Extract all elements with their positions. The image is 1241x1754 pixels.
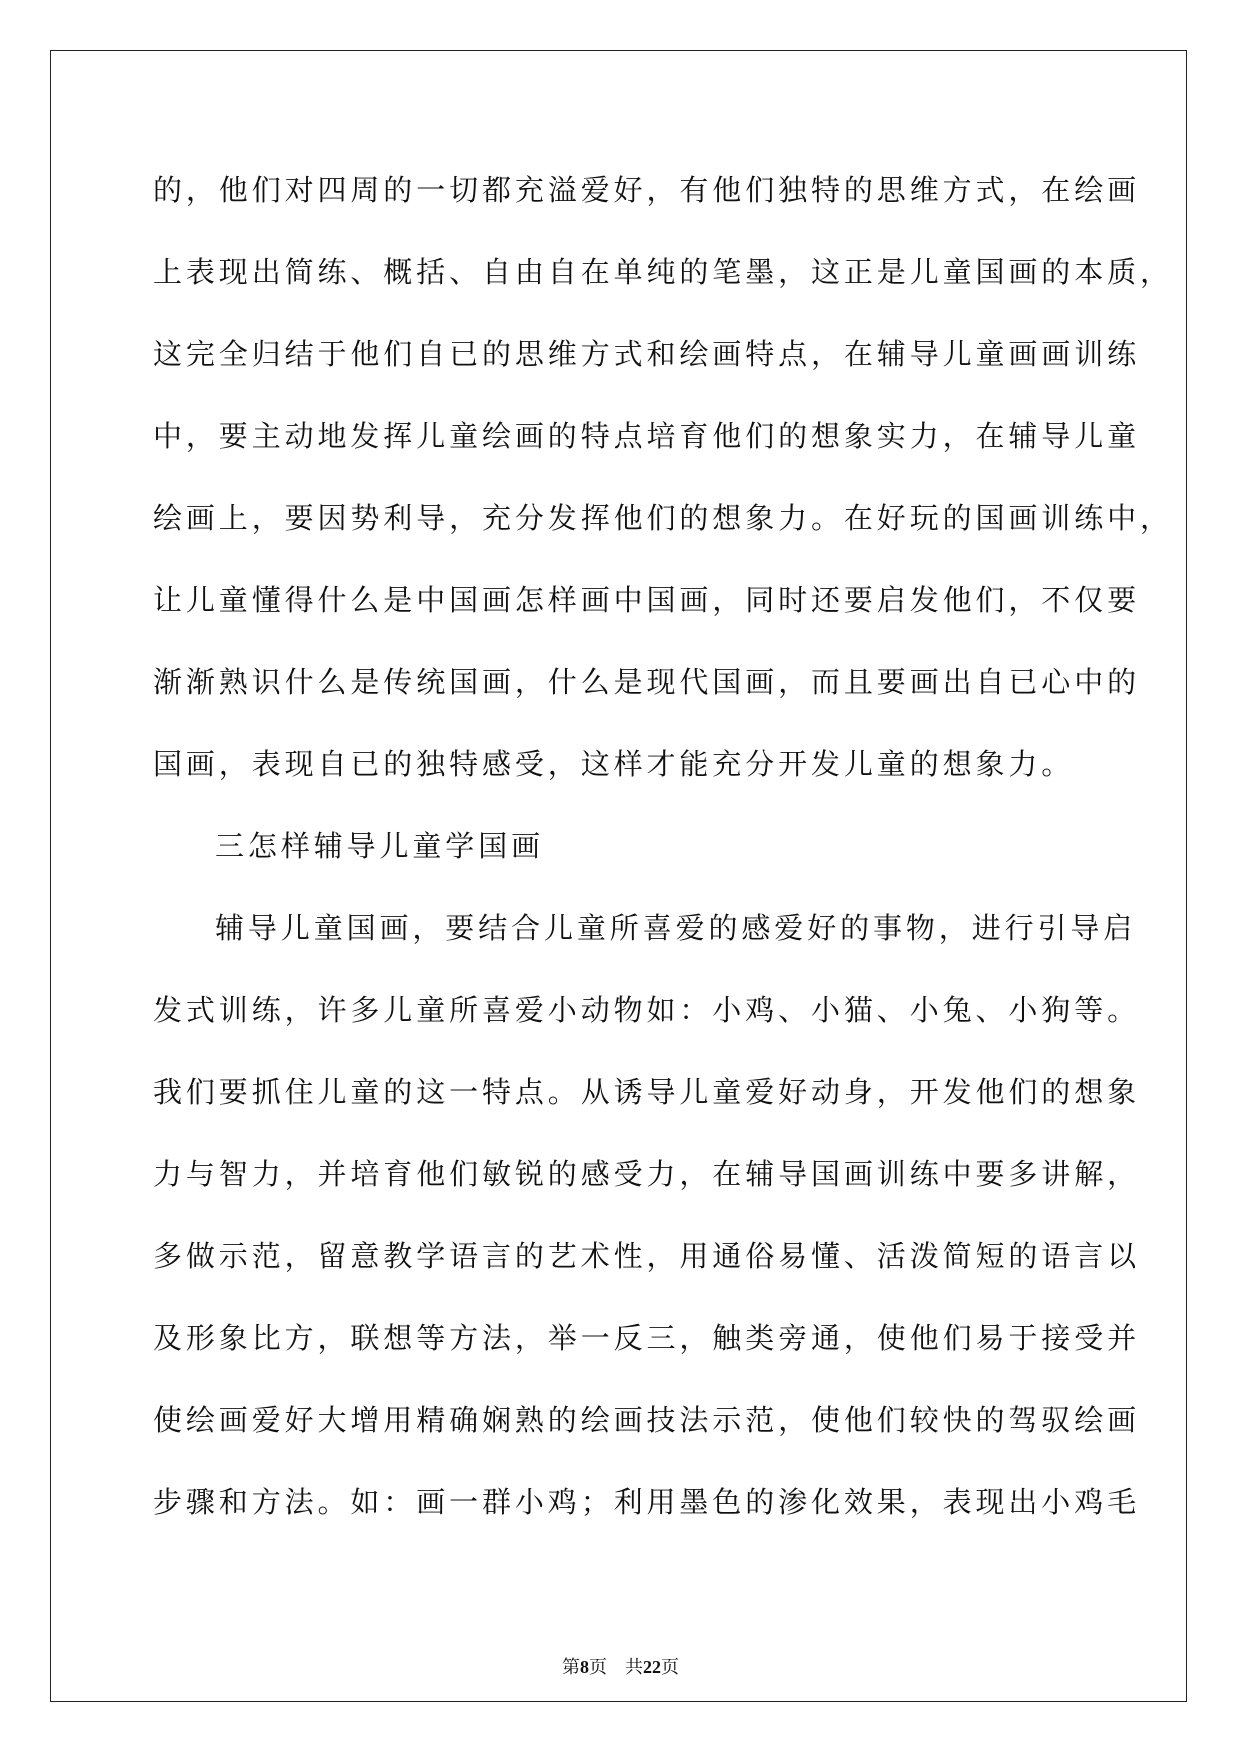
section-heading: 三怎样辅导儿童学国画 <box>215 829 545 863</box>
paragraph-line: 渐渐熟识什么是传统国画，什么是现代国画，而且要画出自已心中的 <box>153 665 1141 699</box>
paragraph-line: 辅导儿童国画，要结合儿童所喜爱的感爱好的事物，进行引导启 <box>215 911 1137 945</box>
paragraph-line: 的，他们对四周的一切都充溢爱好，有他们独特的思维方式，在绘画 <box>153 173 1141 207</box>
paragraph-line: 发式训练，许多儿童所喜爱小动物如：小鸡、小猫、小兔、小狗等。 <box>153 993 1141 1027</box>
paragraph-line: 让儿童懂得什么是中国画怎样画中国画，同时还要启发他们，不仅要 <box>153 583 1141 617</box>
page-footer <box>0 1656 1241 1678</box>
page-number: 8 <box>580 1657 589 1677</box>
paragraph-line: 步骤和方法。如：画一群小鸡；利用墨色的渗化效果，表现出小鸡毛 <box>153 1485 1141 1519</box>
paragraph-line: 绘画上，要因势利导，充分发挥他们的想象力。在好玩的国画训练中， <box>153 501 1173 535</box>
paragraph-line: 及形象比方，联想等方法，举一反三，触类旁通，使他们易于接受并 <box>153 1321 1141 1355</box>
paragraph-line: 中，要主动地发挥儿童绘画的特点培育他们的想象实力，在辅导儿童 <box>153 419 1141 453</box>
total-pages: 22 <box>643 1657 661 1677</box>
page-suffix: 页 <box>589 1657 607 1677</box>
page-prefix: 第 <box>562 1657 580 1677</box>
paragraph-line: 使绘画爱好大增用精确娴熟的绘画技法示范，使他们较快的驾驭绘画 <box>153 1403 1141 1437</box>
paragraph-line: 这完全归结于他们自已的思维方式和绘画特点，在辅导儿童画画训练 <box>153 337 1141 371</box>
paragraph-line: 多做示范，留意教学语言的艺术性，用通俗易懂、活泼简短的语言以 <box>153 1239 1141 1273</box>
paragraph-line: 上表现出简练、概括、自由自在单纯的笔墨，这正是儿童国画的本质， <box>153 255 1173 289</box>
paragraph-line: 力与智力，并培育他们敏锐的感受力，在辅导国画训练中要多讲解， <box>153 1157 1141 1191</box>
paragraph-line: 国画，表现自已的独特感受，这样才能充分开发儿童的想象力。 <box>153 747 1075 781</box>
total-prefix: 共 <box>625 1657 643 1677</box>
page-border <box>50 50 1187 1702</box>
total-suffix: 页 <box>661 1657 679 1677</box>
paragraph-line: 我们要抓住儿童的这一特点。从诱导儿童爱好动身，开发他们的想象 <box>153 1075 1141 1109</box>
